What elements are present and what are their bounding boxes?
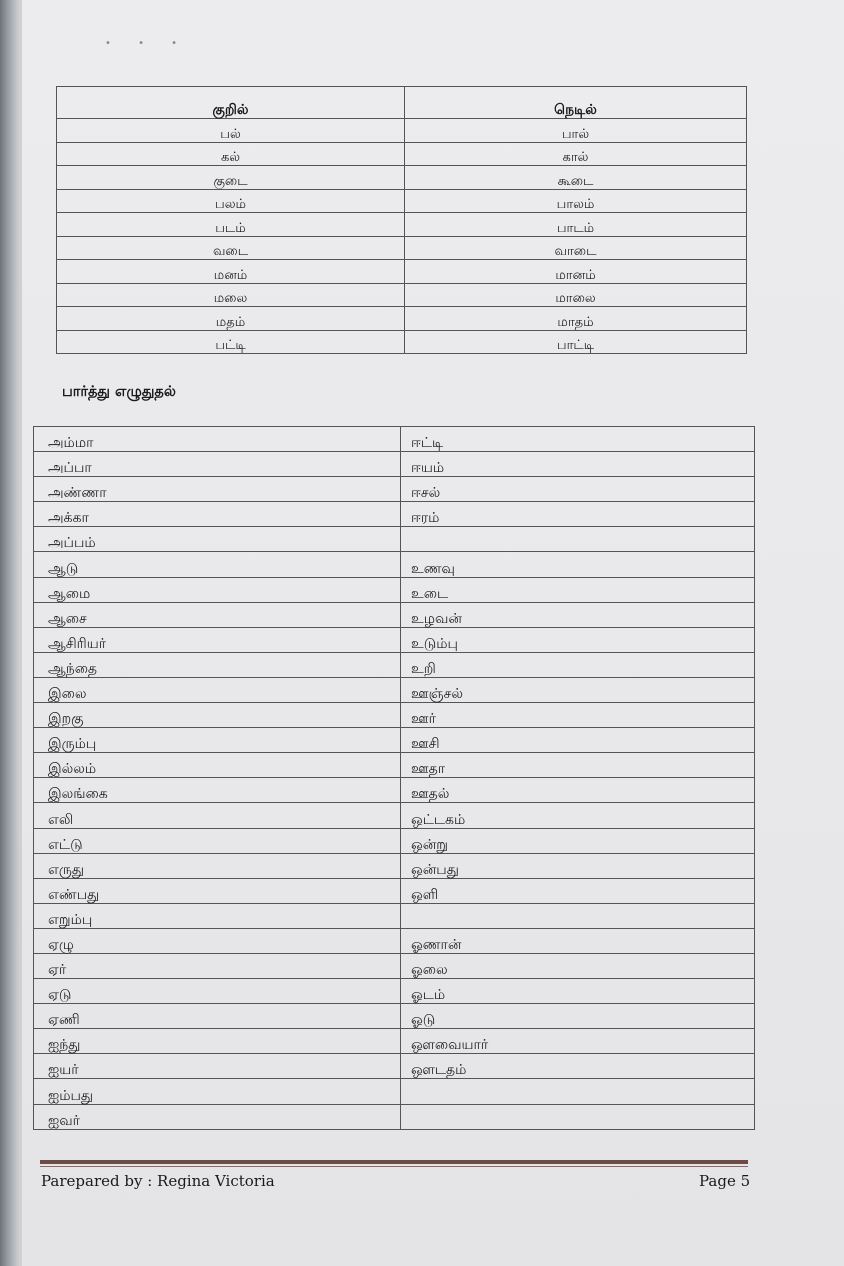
table-cell-left: ஐயர் [34,1054,401,1079]
table-cell-right: ஒட்டகம் [401,803,755,828]
table-cell-right: வாடை [405,236,747,260]
table-row [34,803,755,828]
table-cell-right: ஊசி [401,728,755,753]
table-cell-right: ஊர் [401,703,755,728]
table-cell-right: ஊஞ்சல் [401,677,755,702]
table-cell-right: ஔவையார் [401,1029,755,1054]
table-cell-right: ஊதா [401,753,755,778]
table-cell-left: கல் [57,142,405,166]
table-row [34,627,755,652]
header-kuril: குறில் [57,87,405,119]
header-nedil: நெடில் [405,87,747,119]
table-cell-right [401,903,755,928]
table-row [34,577,755,602]
table-row [57,119,747,143]
table-row [57,330,747,354]
table-cell-right: ஓடம் [401,979,755,1004]
table-cell-left: பல் [57,119,405,143]
table-cell-right: உழவன் [401,602,755,627]
table-row [57,307,747,331]
table-cell-left: ஆசை [34,602,401,627]
table-cell-right: கூடை [405,166,747,190]
table-row [34,677,755,702]
table-cell-right: ஔடதம் [401,1054,755,1079]
table-cell-right [401,1104,755,1129]
table-cell-right: ஈரம் [401,502,755,527]
table-cell-right: ஈசல் [401,477,755,502]
table-cell-left: இலை [34,677,401,702]
footer-page-number: Page 5 [699,1172,751,1190]
table-cell-left: அக்கா [34,502,401,527]
table-row [34,928,755,953]
table-cell-right: ஒன்பது [401,853,755,878]
table-cell-right [401,1079,755,1104]
footer-author: Parepared by : Regina Victoria [41,1172,275,1190]
table-header-row [57,87,747,119]
table-cell-right: உடும்பு [401,627,755,652]
table-row [57,236,747,260]
table-row [34,427,755,452]
table-cell-left: ஏர் [34,953,401,978]
table-row [34,728,755,753]
table-row [34,652,755,677]
table-cell-right: உணவு [401,552,755,577]
table-row [57,283,747,307]
table-cell-left: எலி [34,803,401,828]
table-row [34,1104,755,1129]
table-cell-left: ஏணி [34,1004,401,1029]
table-row [34,1029,755,1054]
table-row [34,703,755,728]
table-cell-left: எருது [34,853,401,878]
table-row [57,166,747,190]
table-cell-left: இலங்கை [34,778,401,803]
table-row [34,502,755,527]
table-row [57,260,747,284]
table-cell-right: பாலம் [405,189,747,213]
table-cell-left: மனம் [57,260,405,284]
table-cell-left: ஆசிரியர் [34,627,401,652]
table-cell-right: ஒளி [401,878,755,903]
table-cell-left: ஆந்தை [34,652,401,677]
table-cell-left: மதம் [57,307,405,331]
table-cell-left: ஐம்பது [34,1079,401,1104]
table-row [34,1054,755,1079]
table-row [34,979,755,1004]
table-cell-right: பாட்டி [405,330,747,354]
table-cell-left: அப்பம் [34,527,401,552]
table-row [34,1004,755,1029]
table-cell-left: இரும்பு [34,728,401,753]
table-row [34,1079,755,1104]
table-cell-left: படம் [57,213,405,237]
table-row [34,552,755,577]
table-row [34,452,755,477]
table-cell-right: மானம் [405,260,747,284]
table-cell-left: ஏடு [34,979,401,1004]
table-row [34,853,755,878]
copy-writing-table [33,426,755,1130]
table-cell-right: ஒன்று [401,828,755,853]
table-cell-left: எண்பது [34,878,401,903]
table-cell-right: ஈட்டி [401,427,755,452]
table-row [57,142,747,166]
table-cell-left: ஐவர் [34,1104,401,1129]
table-cell-right: உறி [401,652,755,677]
table-row [34,878,755,903]
table-cell-left: வடை [57,236,405,260]
table-cell-left: அம்மா [34,427,401,452]
table-cell-right: ஊதல் [401,778,755,803]
kuril-nedil-table [56,86,747,354]
table-row [57,213,747,237]
table-cell-left: அண்ணா [34,477,401,502]
table-cell-right: ஈயம் [401,452,755,477]
table-row [34,602,755,627]
table-cell-left: அப்பா [34,452,401,477]
table-cell-left: எறும்பு [34,903,401,928]
table-cell-left: பலம் [57,189,405,213]
table-cell-right [401,527,755,552]
table-cell-left: குடை [57,166,405,190]
table-row [57,189,747,213]
table-cell-left: இறகு [34,703,401,728]
table-cell-left: பட்டி [57,330,405,354]
table-row [34,903,755,928]
table-cell-right: பால் [405,119,747,143]
table-row [34,953,755,978]
table-cell-left: ஆடு [34,552,401,577]
table-cell-left: ஏழு [34,928,401,953]
table-row [34,527,755,552]
table-cell-left: இல்லம் [34,753,401,778]
page-dots: • • • [105,38,190,49]
table-cell-right: பாடம் [405,213,747,237]
section-heading: பார்த்து எழுதுதல் [62,384,176,400]
table-cell-right: ஓலை [401,953,755,978]
table-cell-right: ஓணான் [401,928,755,953]
table-row [34,778,755,803]
table-cell-left: மலை [57,283,405,307]
footer-rule-thin [40,1166,748,1167]
table-row [34,477,755,502]
table-row [34,828,755,853]
table-cell-left: எட்டு [34,828,401,853]
table-row [34,753,755,778]
table-cell-left: ஆமை [34,577,401,602]
table-cell-right: மாதம் [405,307,747,331]
table-cell-right: உடை [401,577,755,602]
table-cell-right: கால் [405,142,747,166]
footer-rule-thick [40,1160,748,1164]
table-cell-right: ஓடு [401,1004,755,1029]
table-cell-right: மாலை [405,283,747,307]
table-cell-left: ஐந்து [34,1029,401,1054]
